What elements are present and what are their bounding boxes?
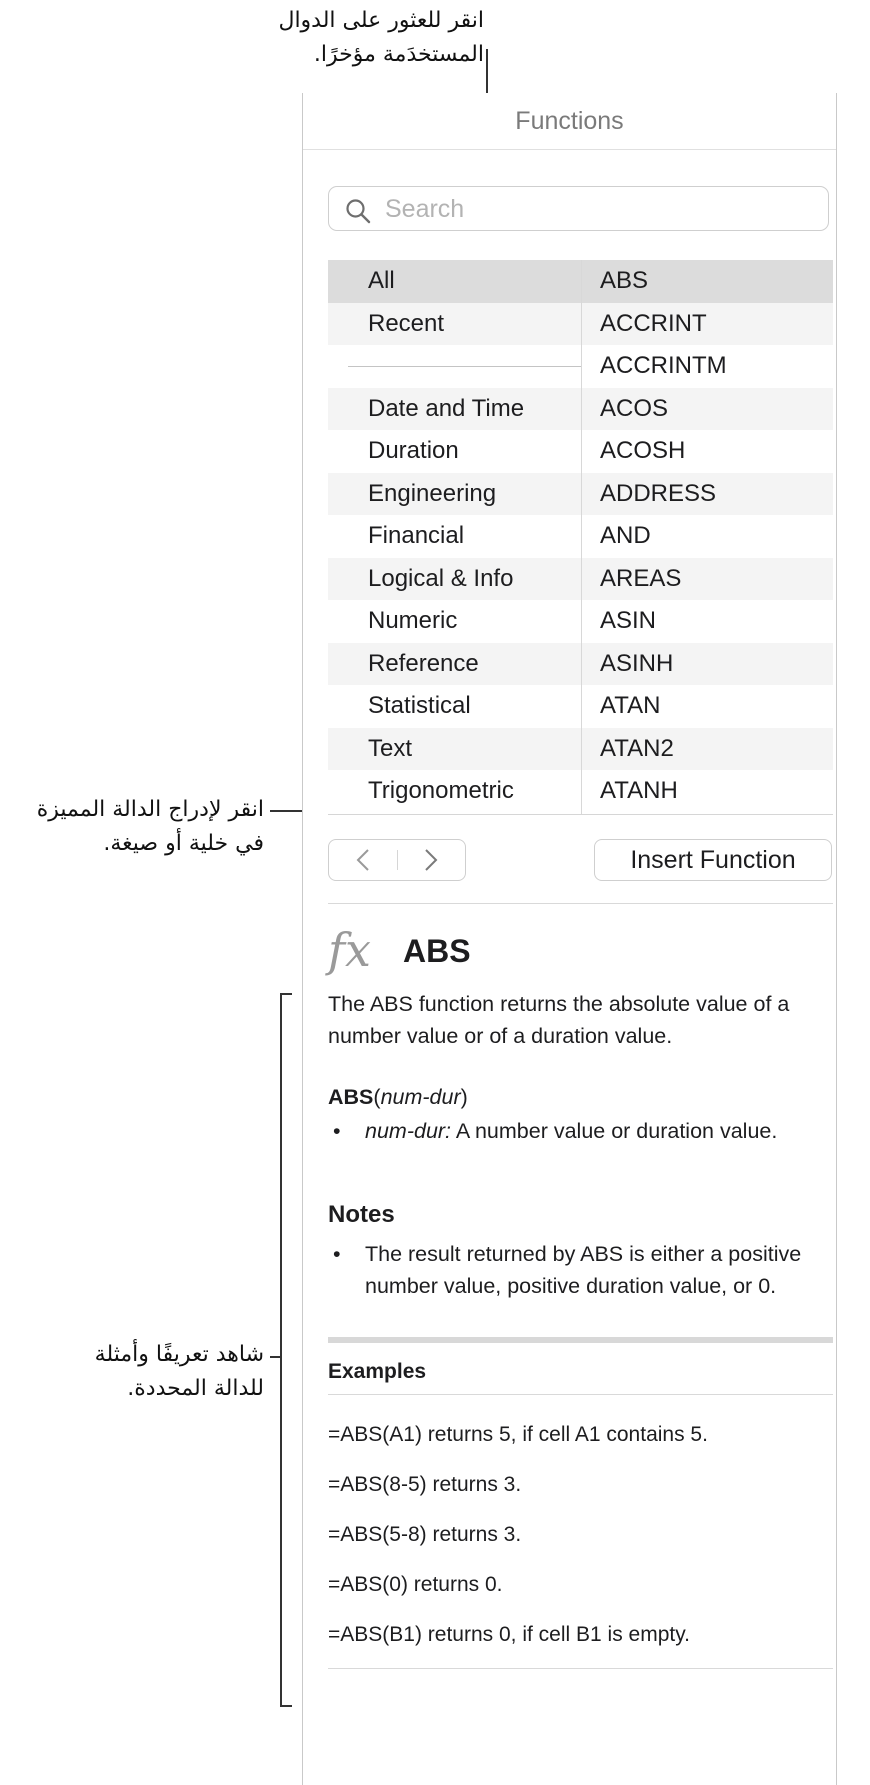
callout-insert [37, 793, 264, 861]
category-item[interactable]: Logical & Info [328, 558, 581, 601]
bullet: • [333, 1242, 341, 1266]
search-field[interactable] [328, 186, 829, 231]
example-line: =ABS(B1) returns 0, if cell B1 is empty. [328, 1623, 690, 1646]
function-item[interactable]: AND [600, 522, 651, 549]
callout-definition-line1: شاهد تعريفًا وأمثلة [94, 1342, 264, 1367]
function-item[interactable]: ACOSH [600, 437, 686, 464]
category-item[interactable]: Reference [328, 643, 581, 686]
example-line: =ABS(A1) returns 5, if cell A1 contains 5. [328, 1423, 708, 1446]
category-item[interactable]: Recent [328, 303, 581, 346]
callout-definition-leader [270, 1356, 282, 1358]
category-item[interactable]: Date and Time [328, 388, 581, 431]
back-button[interactable] [329, 840, 397, 880]
category-item[interactable]: Financial [368, 522, 465, 549]
category-item[interactable]: Trigonometric [368, 777, 514, 804]
category-item[interactable]: Statistical [368, 692, 471, 719]
note-item [328, 1238, 828, 1302]
category-item[interactable]: Engineering [328, 473, 581, 516]
syntax-arg: num-dur [380, 1085, 461, 1109]
panel-title: Functions [303, 93, 836, 150]
argument-item [328, 1115, 828, 1147]
example-line: =ABS(5-8) returns 3. [328, 1523, 522, 1546]
note-text: The result returned by ABS is either a positive number value, positive duration value, or 0. [365, 1242, 802, 1298]
syntax-open: ( [373, 1085, 381, 1109]
function-item[interactable]: ABS [582, 260, 833, 303]
insert-function-button[interactable]: Insert Function [594, 839, 832, 881]
callout-definition [95, 1338, 264, 1406]
callout-insert-line1: انقر لإدراج الدالة المميزة [36, 797, 264, 822]
function-browser [328, 260, 833, 815]
function-item[interactable]: ATANH [600, 777, 678, 804]
bullet: • [333, 1119, 341, 1143]
detail-divider [328, 903, 833, 904]
lists-divider [328, 814, 833, 815]
function-item[interactable]: ACCRINTM [600, 352, 727, 379]
search-input[interactable] [385, 191, 805, 227]
chevron-right-icon [424, 848, 438, 872]
fx-icon: fx [328, 923, 371, 977]
category-list [328, 260, 582, 815]
callout-definition-line2: للدالة المحددة. [127, 1376, 264, 1401]
function-item[interactable]: AREAS [582, 558, 833, 601]
history-nav [328, 839, 466, 881]
callout-recent [278, 4, 484, 72]
category-separator [328, 345, 581, 388]
function-item[interactable]: ATAN2 [582, 728, 833, 771]
bottom-divider [328, 1668, 833, 1669]
callout-definition-bracket-v [280, 993, 282, 1707]
category-item[interactable]: Duration [368, 437, 459, 464]
example-line: =ABS(8-5) returns 3. [328, 1473, 522, 1496]
function-item[interactable]: ATAN [600, 692, 661, 719]
argument-name: num-dur: [365, 1119, 452, 1143]
syntax-close: ) [460, 1085, 468, 1109]
callout-recent-line1: انقر للعثور على الدوال [278, 8, 484, 33]
chevron-left-icon [356, 848, 370, 872]
callout-recent-line2: المستخدَمة مؤخرًا. [313, 42, 484, 67]
category-item[interactable]: Numeric [368, 607, 458, 634]
example-line: =ABS(0) returns 0. [328, 1573, 503, 1596]
forward-button[interactable] [398, 840, 466, 880]
function-list [582, 260, 833, 815]
function-item[interactable]: ACOS [582, 388, 833, 431]
function-syntax [328, 1081, 468, 1113]
callout-insert-line2: في خلية أو صيغة. [103, 831, 264, 856]
search-icon [345, 198, 371, 224]
argument-desc: A number value or duration value. [451, 1119, 778, 1143]
function-item[interactable]: ACCRINT [582, 303, 833, 346]
notes-heading: Notes [328, 1201, 395, 1228]
examples-divider [328, 1337, 833, 1343]
examples-heading-divider [328, 1394, 833, 1395]
callout-definition-bracket-top [280, 993, 292, 995]
function-item[interactable]: ASIN [600, 607, 657, 634]
function-name: ABS [403, 933, 471, 969]
syntax-name: ABS [328, 1085, 374, 1109]
functions-panel [302, 93, 837, 1785]
function-item[interactable]: ADDRESS [582, 473, 833, 516]
function-item[interactable]: ASINH [582, 643, 833, 686]
examples-heading: Examples [328, 1360, 427, 1383]
argument-text [365, 1115, 828, 1147]
callout-definition-bracket-bottom [280, 1705, 292, 1707]
category-item[interactable]: All [328, 260, 581, 303]
category-item[interactable]: Text [328, 728, 581, 771]
function-description: The ABS function returns the absolute value of a number value or of a duration value. [328, 992, 790, 1048]
